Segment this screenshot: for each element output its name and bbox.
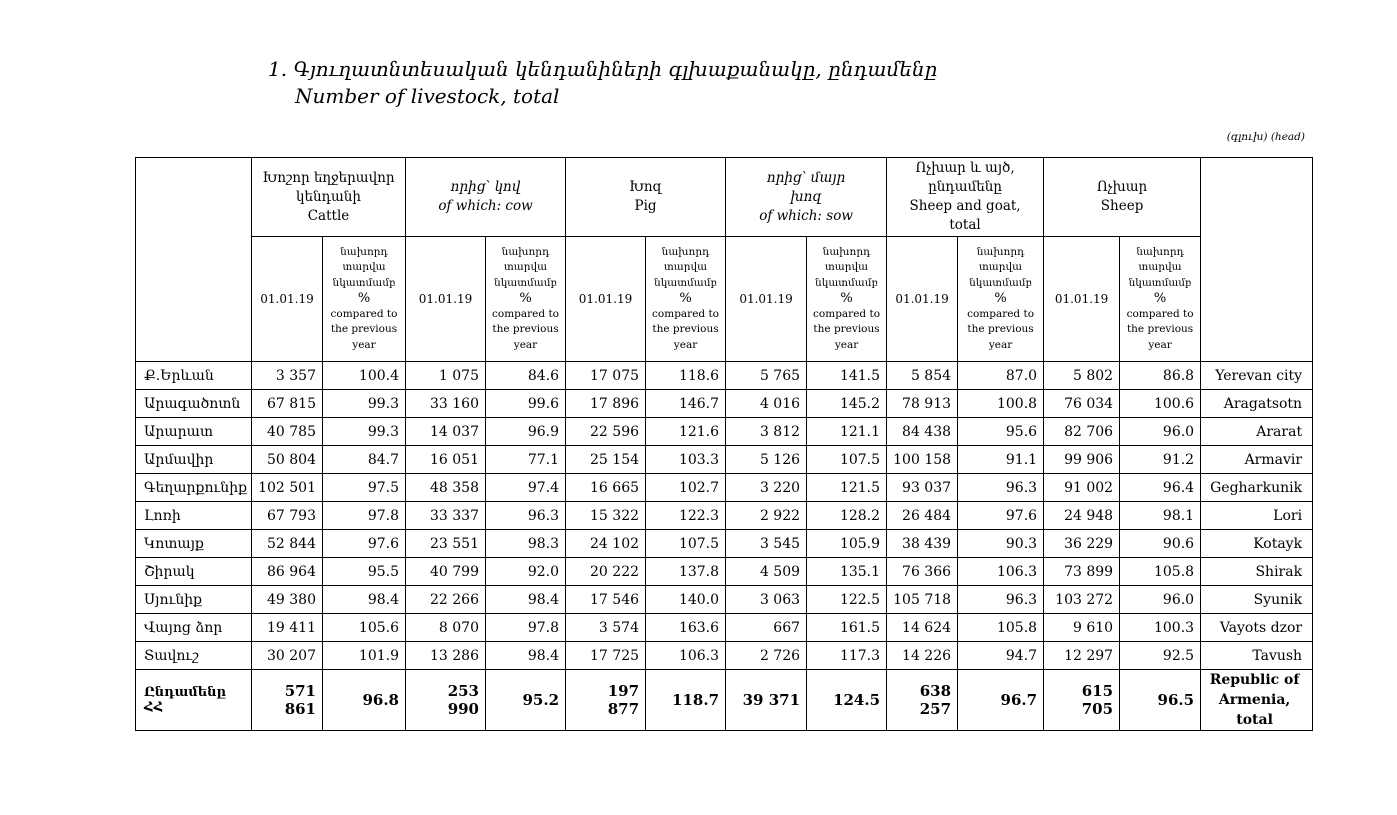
percent-header-line: year [834,338,859,351]
percent-cell: 121.6 [646,418,726,446]
region-name-am: Ընդամենը ՀՀ [136,670,252,731]
livestock-table [135,157,1313,731]
count-cell: 93 037 [887,474,958,502]
sub-header-row [136,237,1313,362]
percent-cell: 135.1 [807,558,887,586]
count-cell: 14 037 [406,418,486,446]
table-row [136,530,1313,558]
date-header: 01.01.19 [406,237,486,362]
percent-header-line: նախորդ [822,245,871,258]
percent-header-line: տարվա [342,261,386,274]
date-header: 01.01.19 [566,237,646,362]
count-cell: 49 380 [252,586,323,614]
percent-cell: 145.2 [807,390,887,418]
percent-header [807,237,887,362]
percent-cell: 92.0 [486,558,566,586]
region-name-am: Ք.Երևան [136,362,252,390]
group-header-0 [252,158,406,237]
count-cell: 105 718 [887,586,958,614]
percent-header-line: % [994,291,1007,307]
percent-cell: 105.8 [1120,558,1201,586]
percent-header-line: the previous [813,323,880,336]
region-name-am: Արարատ [136,418,252,446]
percent-header-line: տարվա [503,261,548,274]
count-cell: 30 207 [252,642,323,670]
percent-header-line: տարվա [1138,261,1182,274]
percent-cell: 122.3 [646,502,726,530]
percent-cell: 97.8 [323,502,406,530]
percent-header-line: նկատմամբ [494,276,557,289]
percent-header-line: year [513,338,538,351]
count-cell: 17 725 [566,642,646,670]
percent-header [958,237,1044,362]
percent-cell: 122.5 [807,586,887,614]
percent-header-line: compared to [967,307,1035,320]
count-cell: 571 861 [252,670,323,731]
count-cell: 5 765 [726,362,807,390]
percent-header [486,237,566,362]
percent-header-line: compared to [492,307,559,320]
group-header-line: of which: sow [759,207,853,224]
percent-header-line: տարվա [663,261,708,274]
percent-cell: 102.7 [646,474,726,502]
percent-header-line: compared to [330,307,398,320]
count-cell: 16 665 [566,474,646,502]
table-row [136,614,1313,642]
count-cell: 26 484 [887,502,958,530]
percent-cell: 163.6 [646,614,726,642]
count-cell: 8 070 [406,614,486,642]
percent-header-line: % [1153,291,1167,307]
count-cell: 3 545 [726,530,807,558]
table-body [136,362,1313,731]
count-cell: 14 226 [887,642,958,670]
percent-cell: 90.6 [1120,530,1201,558]
count-cell: 91 002 [1044,474,1120,502]
document-title [268,56,937,110]
region-name-am: Լոռի [136,502,252,530]
percent-cell: 96.0 [1120,418,1201,446]
percent-header-line: նկատմամբ [815,276,879,289]
percent-header-line: the previous [330,323,398,336]
count-cell: 12 297 [1044,642,1120,670]
region-name-am: Սյունիք [136,586,252,614]
region-name-en: Shirak [1201,558,1313,586]
percent-cell: 121.5 [807,474,887,502]
percent-cell: 98.4 [486,586,566,614]
percent-cell: 106.3 [646,642,726,670]
count-cell: 76 034 [1044,390,1120,418]
percent-cell: 99.3 [323,418,406,446]
percent-cell: 95.2 [486,670,566,731]
title-armenian: 1. Գյուղատնտեսական կենդանիների գլխաքանակը, ընդամենը [268,57,938,81]
group-header-line: Sheep [1100,198,1144,214]
percent-header-line: նախորդ [1136,245,1184,258]
count-cell: 5 802 [1044,362,1120,390]
total-row [136,670,1313,731]
percent-header-line: the previous [967,323,1034,336]
percent-cell: 96.3 [958,474,1044,502]
count-cell: 253 990 [406,670,486,731]
count-cell: 39 371 [726,670,807,731]
group-header-2 [566,158,726,237]
count-cell: 2 922 [726,502,807,530]
percent-header [1120,237,1201,362]
group-header-line: Ոչխար և այծ, [915,160,1015,176]
percent-header-line: the previous [492,323,559,336]
percent-header-line: the previous [1126,323,1194,336]
count-cell: 15 322 [566,502,646,530]
percent-header-line: տարվա [979,261,1023,274]
percent-cell: 99.3 [323,390,406,418]
count-cell: 3 063 [726,586,807,614]
count-cell: 36 229 [1044,530,1120,558]
percent-header-line: year [1148,338,1172,351]
count-cell: 102 501 [252,474,323,502]
count-cell: 52 844 [252,530,323,558]
count-cell: 17 075 [566,362,646,390]
count-cell: 33 337 [406,502,486,530]
percent-header-line: նախորդ [501,245,550,258]
region-name-en: Aragatsotn [1201,390,1313,418]
percent-header-line: % [679,291,692,307]
date-header: 01.01.19 [1044,237,1120,362]
percent-cell: 105.9 [807,530,887,558]
percent-cell: 94.7 [958,642,1044,670]
group-header-line: ընդամենը [928,179,1002,195]
percent-cell: 146.7 [646,390,726,418]
group-header-line: of which: cow [438,198,533,214]
table-row [136,390,1313,418]
percent-cell: 90.3 [958,530,1044,558]
count-cell: 50 804 [252,446,323,474]
percent-cell: 98.4 [486,642,566,670]
table-row [136,558,1313,586]
percent-header-line: year [352,338,376,351]
count-cell: 1 075 [406,362,486,390]
region-name-en: Lori [1201,502,1313,530]
percent-cell: 140.0 [646,586,726,614]
percent-cell: 118.7 [646,670,726,731]
percent-cell: 107.5 [646,530,726,558]
percent-header-line: year [988,338,1013,351]
group-header-line: Cattle [307,207,350,224]
percent-cell: 96.8 [323,670,406,731]
percent-header [646,237,726,362]
table-row [136,642,1313,670]
count-cell: 3 812 [726,418,807,446]
percent-header-line: compared to [813,307,881,320]
region-en-header [1201,158,1313,362]
region-name-en: Armavir [1201,446,1313,474]
percent-cell: 124.5 [807,670,887,731]
region-name-en: Yerevan city [1201,362,1313,390]
table-row [136,586,1313,614]
percent-cell: 107.5 [807,446,887,474]
percent-cell: 161.5 [807,614,887,642]
count-cell: 615 705 [1044,670,1120,731]
percent-header-line: նախորդ [661,245,710,258]
percent-header-line: compared to [1126,307,1194,320]
table-row [136,474,1313,502]
percent-header-line: նկատմամբ [654,276,717,289]
region-name-am: Կոտայք [136,530,252,558]
count-cell: 82 706 [1044,418,1120,446]
count-cell: 40 785 [252,418,323,446]
percent-header-line: % [840,291,853,307]
table-row [136,502,1313,530]
date-header: 01.01.19 [887,237,958,362]
total-label-line: Republic of [1209,672,1300,688]
group-header-line: Ոչխար [1096,179,1148,195]
region-name-en: Ararat [1201,418,1313,446]
count-cell: 73 899 [1044,558,1120,586]
count-cell: 17 546 [566,586,646,614]
count-cell: 76 366 [887,558,958,586]
percent-cell: 92.5 [1120,642,1201,670]
count-cell: 25 154 [566,446,646,474]
percent-cell: 106.3 [958,558,1044,586]
group-header-line: Խոշոր եղջերավոր [262,169,395,186]
percent-cell: 100.3 [1120,614,1201,642]
percent-header-line: % [519,291,532,307]
count-cell: 16 051 [406,446,486,474]
count-cell: 67 793 [252,502,323,530]
count-cell: 638 257 [887,670,958,731]
percent-cell: 95.6 [958,418,1044,446]
percent-cell: 105.8 [958,614,1044,642]
count-cell: 13 286 [406,642,486,670]
percent-header-line: % [357,291,371,307]
percent-cell: 98.1 [1120,502,1201,530]
percent-cell: 99.6 [486,390,566,418]
group-header-line: կենդանի [296,188,361,205]
percent-cell: 91.1 [958,446,1044,474]
percent-cell: 105.6 [323,614,406,642]
group-header-line: որից՝ մայր [766,169,846,186]
percent-cell: 96.7 [958,670,1044,731]
count-cell: 197 877 [566,670,646,731]
percent-cell: 141.5 [807,362,887,390]
percent-cell: 84.7 [323,446,406,474]
percent-header-line: տարվա [825,261,869,274]
count-cell: 3 574 [566,614,646,642]
percent-cell: 128.2 [807,502,887,530]
percent-header-line: year [673,338,698,351]
percent-cell: 97.4 [486,474,566,502]
percent-header-line: նախորդ [976,245,1025,258]
unit-note: (գլուխ) (head) [1226,131,1305,143]
group-header-line: Pig [634,198,657,214]
table-row [136,446,1313,474]
count-cell: 40 799 [406,558,486,586]
table-row [136,362,1313,390]
group-header-line: Խոզ [629,179,662,195]
percent-cell: 95.5 [323,558,406,586]
region-am-header [136,158,252,362]
count-cell: 33 160 [406,390,486,418]
percent-cell: 100.8 [958,390,1044,418]
count-cell: 24 102 [566,530,646,558]
percent-header-line: նկատմամբ [332,276,396,289]
percent-header-line: the previous [652,323,719,336]
percent-cell: 98.4 [323,586,406,614]
date-header: 01.01.19 [726,237,807,362]
percent-cell: 86.8 [1120,362,1201,390]
count-cell: 17 896 [566,390,646,418]
percent-cell: 98.3 [486,530,566,558]
count-cell: 84 438 [887,418,958,446]
percent-cell: 100.4 [323,362,406,390]
group-header-line: խոզ [790,188,822,205]
percent-cell: 117.3 [807,642,887,670]
count-cell: 103 272 [1044,586,1120,614]
region-name-en: Vayots dzor [1201,614,1313,642]
percent-cell: 97.6 [323,530,406,558]
percent-cell: 118.6 [646,362,726,390]
region-name-am: Շիրակ [136,558,252,586]
group-header-3 [726,158,887,237]
count-cell: 24 948 [1044,502,1120,530]
percent-cell: 84.6 [486,362,566,390]
count-cell: 3 357 [252,362,323,390]
region-name-am: Գեղարքունիք [136,474,252,502]
count-cell: 4 016 [726,390,807,418]
title-english: Number of livestock, total [295,84,560,108]
group-header-line: որից՝ կով [450,179,521,195]
count-cell: 48 358 [406,474,486,502]
percent-cell: 97.5 [323,474,406,502]
group-header-4 [887,158,1044,237]
count-cell: 19 411 [252,614,323,642]
region-name-en: Kotayk [1201,530,1313,558]
percent-cell: 96.3 [486,502,566,530]
percent-cell: 96.9 [486,418,566,446]
percent-cell: 96.3 [958,586,1044,614]
count-cell: 5 126 [726,446,807,474]
count-cell: 5 854 [887,362,958,390]
percent-header-line: նկատմամբ [969,276,1033,289]
percent-header [323,237,406,362]
region-name-en: Syunik [1201,586,1313,614]
percent-cell: 103.3 [646,446,726,474]
count-cell: 67 815 [252,390,323,418]
percent-header-line: compared to [652,307,720,320]
percent-header-line: նկատմամբ [1128,276,1192,289]
count-cell: 100 158 [887,446,958,474]
table-row [136,418,1313,446]
count-cell: 2 726 [726,642,807,670]
percent-cell: 100.6 [1120,390,1201,418]
region-name-en [1201,670,1313,731]
count-cell: 23 551 [406,530,486,558]
count-cell: 86 964 [252,558,323,586]
region-name-am: Արմավիր [136,446,252,474]
group-header-row [136,158,1313,237]
count-cell: 9 610 [1044,614,1120,642]
percent-cell: 137.8 [646,558,726,586]
percent-cell: 77.1 [486,446,566,474]
region-name-am: Տավուշ [136,642,252,670]
percent-cell: 97.6 [958,502,1044,530]
region-name-am: Արագածոտն [136,390,252,418]
percent-cell: 101.9 [323,642,406,670]
group-header-5 [1044,158,1201,237]
percent-cell: 91.2 [1120,446,1201,474]
count-cell: 4 509 [726,558,807,586]
total-label-line: Armenia, total [1218,692,1291,728]
count-cell: 667 [726,614,807,642]
count-cell: 22 596 [566,418,646,446]
region-name-en: Tavush [1201,642,1313,670]
count-cell: 22 266 [406,586,486,614]
count-cell: 99 906 [1044,446,1120,474]
region-name-am: Վայոց ձոր [136,614,252,642]
count-cell: 78 913 [887,390,958,418]
group-header-line: Sheep and goat, total [909,198,1021,233]
percent-cell: 96.0 [1120,586,1201,614]
percent-cell: 96.5 [1120,670,1201,731]
count-cell: 38 439 [887,530,958,558]
percent-cell: 87.0 [958,362,1044,390]
group-header-1 [406,158,566,237]
percent-cell: 121.1 [807,418,887,446]
percent-cell: 96.4 [1120,474,1201,502]
count-cell: 3 220 [726,474,807,502]
region-name-en: Gegharkunik [1201,474,1313,502]
count-cell: 20 222 [566,558,646,586]
percent-cell: 97.8 [486,614,566,642]
percent-header-line: նախորդ [340,245,388,258]
count-cell: 14 624 [887,614,958,642]
date-header: 01.01.19 [252,237,323,362]
